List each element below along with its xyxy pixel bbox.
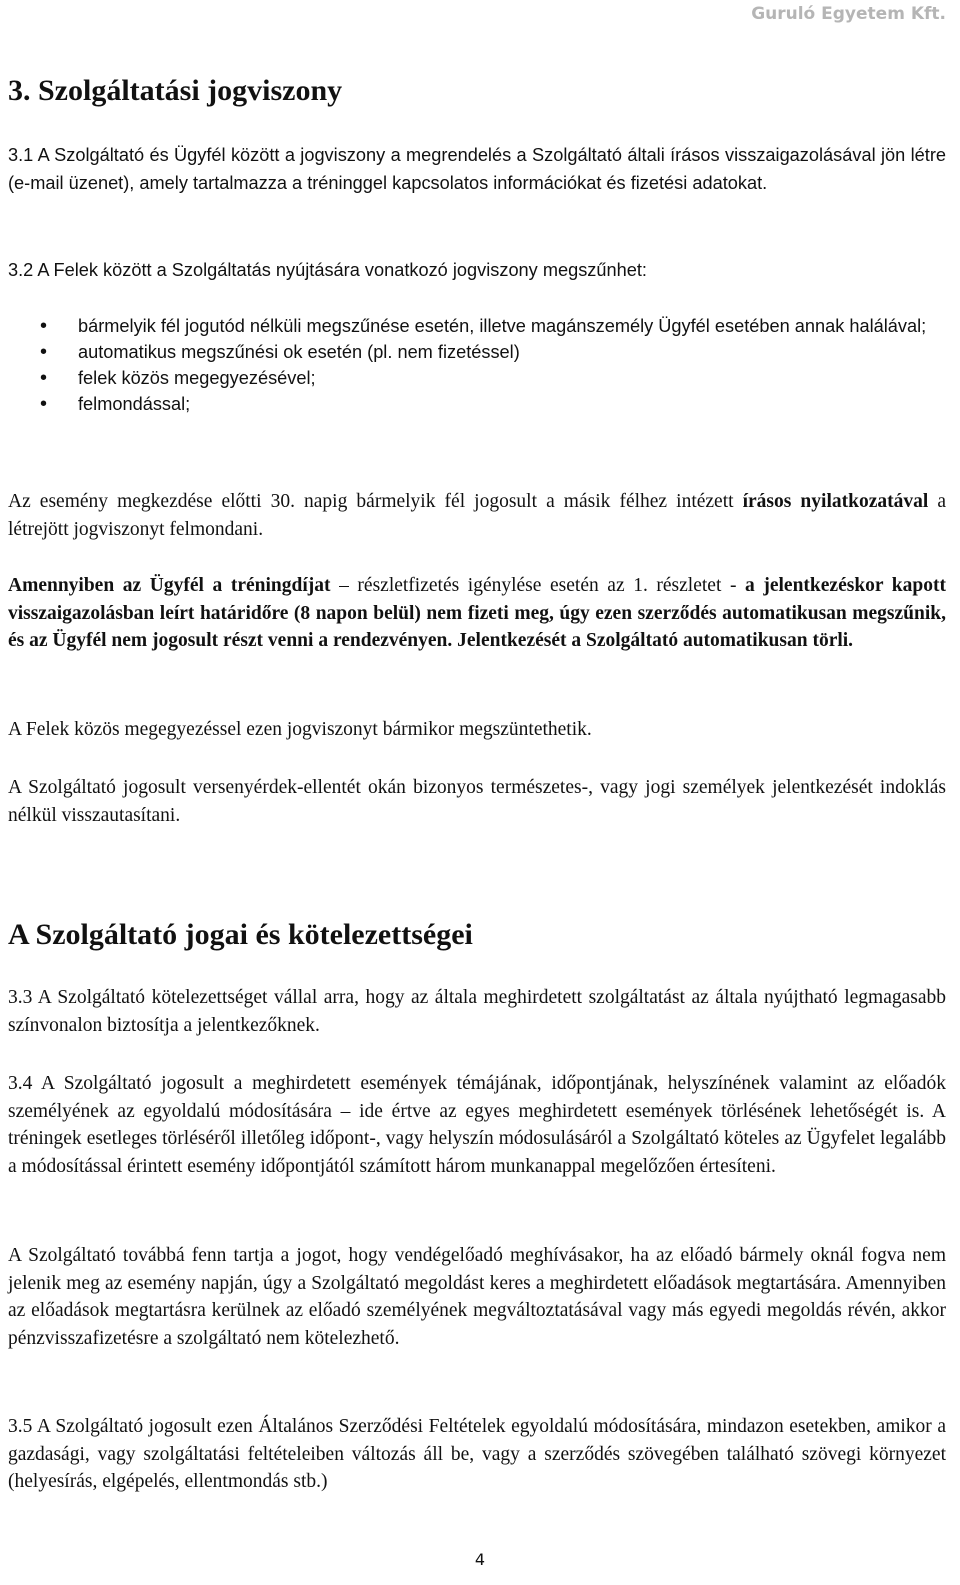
notice-text-c: a létrejött jogviszonyt felmondani. — [8, 491, 946, 540]
termination-list — [40, 313, 946, 417]
header-company: Guruló Egyetem Kft. — [751, 4, 946, 24]
section-title: A Szolgáltató jogai és kötelezettségei — [8, 918, 473, 951]
page-number: 4 — [474, 1550, 486, 1569]
payment-text-bold-a: Amennyiben az Ügyfél a tréningdíjat — [8, 575, 331, 596]
section-title: 3. Szolgáltatási jogviszony — [8, 74, 343, 107]
paragraph-payment — [8, 572, 946, 655]
notice-text-a: Az esemény megkezdése előtti 30. napig bármelyik fél jogosult a másik félhez intézett — [8, 491, 743, 512]
paragraph-guest-speaker: A Szolgáltató továbbá fenn tartja a jogot, hogy vendégelőadó meghívásakor, ha az előadó bármely oknál fogva nem jelenik meg az esemény napján, úgy a Szolgáltató megoldást keres a meghirdetett előadások megtartására. Amennyiben az előadások megtartásra kerülnek az előadó személyének megváltoztatásával vagy más egyedi megoldás révén, akkor pénzvisszafizetésre a szolgáltató nem kötelezhető. — [8, 1245, 946, 1349]
paragraph-3-1: 3.1 A Szolgáltató és Ügyfél között a jogviszony a megrendelés a Szolgáltató általi írásos visszaigazolásával jön létre (e-mail üzenet), amely tartalmazza a tréninggel kapcsolatos információkat és fizetési adatokat. — [8, 145, 946, 193]
paragraph-reject: A Szolgáltató jogosult versenyérdek-ellentét okán bizonyos természetes-, vagy jogi személyek jelentkezését indoklás nélkül visszautasítani. — [8, 777, 946, 826]
payment-text-bold-c: a jelentkezéskor kapott visszaigazolásban leírt határidőre (8 napon belül) nem fizeti meg, úgy ezen szerződés automatikusan megszűnik, és az Ügyfél nem jogosult részt venni a rendezvényen. Jelentkezését a Szolgáltató automatikusan törli. — [8, 575, 946, 651]
payment-text-b: – részletfizetés igénylése esetén az 1. részletet - — [330, 575, 746, 596]
list-item: • felek közös megegyezésével; — [40, 365, 946, 391]
list-item: • felmondással; — [40, 391, 946, 417]
paragraph-3-4: 3.4 A Szolgáltató jogosult a meghirdetett események témájának, időpontjának, helyszínének valamint az előadók személyének az egyoldalú módosítására – ide értve az egyes meghirdetett események törlésének lehetőségét is. A tréningek esetleges törléséről illetőleg időpont-, vagy helyszín módosulásáról a Szolgáltató köteles az Ügyfelet legalább a módosítással érintett esemény időpontjától számított három munkanappal megelőzően értesíteni. — [8, 1073, 946, 1177]
list-item: • automatikus megszűnési ok esetén (pl. nem fizetéssel) — [40, 339, 946, 365]
paragraph-notice — [8, 488, 946, 543]
paragraph-3-5: 3.5 A Szolgáltató jogosult ezen Általános Szerződési Feltételek egyoldalú módosítására, mindazon esetekben, amikor a gazdasági, vagy szolgáltatási feltételeiben változás áll be, vagy a szerződés szövegében található szövegi környezet (helyesírás, elgépelés, ellentmondás stb.) — [8, 1416, 946, 1492]
paragraph-3-3: 3.3 A Szolgáltató kötelezettséget vállal arra, hogy az általa meghirdetett szolgáltatást az általa nyújtható legmagasabb színvonalon biztosítja a jelentkezőknek. — [8, 987, 946, 1036]
list-item: • bármelyik fél jogutód nélküli megszűnése esetén, illetve magánszemély Ügyfél esetében annak halálával; — [40, 313, 946, 339]
paragraph-3-2: 3.2 A Felek között a Szolgáltatás nyújtására vonatkozó jogviszony megszűnhet: — [8, 260, 647, 280]
notice-text-bold: írásos nyilatkozatával — [742, 491, 929, 512]
paragraph-mutual: A Felek közös megegyezéssel ezen jogviszonyt bármikor megszüntethetik. — [8, 719, 592, 740]
